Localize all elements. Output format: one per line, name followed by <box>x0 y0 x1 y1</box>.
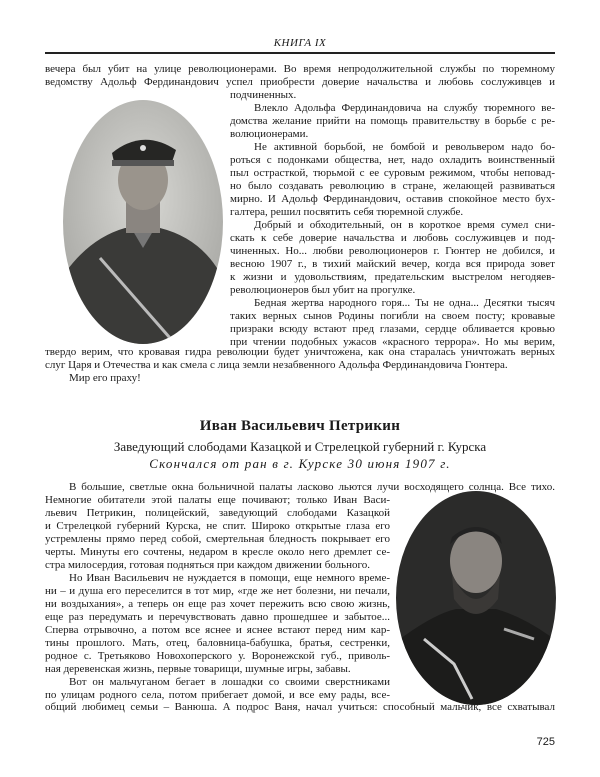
text-block-opening <box>45 481 555 494</box>
text-line: Но Иван Васильевич не нуждается в помощи, еще немного време- <box>69 572 390 584</box>
text-line: льевич Петрикин, полицейский, заведующий слободами Казацкой <box>45 507 390 519</box>
text-line: роться с подонками общества, нет, надо охладить воинственный <box>230 154 555 166</box>
page-number: 725 <box>536 736 555 748</box>
text-line: к жизни и удовольствиям, предательским выстрелом негодяев- <box>230 271 555 283</box>
text-line: общий любимец семьи – Ванюша. А подрос Ваня, начал учиться: способный мальчик, все схватывал <box>45 701 555 713</box>
text-line: волюционерами. <box>230 128 309 140</box>
text-line: Бедная жертва народного горя... Ты не одна... Десятки тысяч <box>254 297 555 309</box>
text-block-closing <box>45 346 555 385</box>
text-line: и Стрелецкой губерний Курска, не спит. Широко открытые глаза его <box>45 520 390 532</box>
text-line: устремлены прямо перед собой, смертельная бледность покрывает его <box>45 533 390 545</box>
text-line: по улицам родного села, потом прибегает домой, и все ему рады, все- <box>45 689 390 701</box>
portrait-photo-gunter <box>60 98 226 348</box>
text-line: В большие, светлые окна больничной палаты ласково льются лучи восходящего солнца. Все тихо. <box>69 481 555 493</box>
text-line: пыл острасткой, тюрьмой с ее суровым режимом, чтобы неповад- <box>230 167 555 179</box>
text-line: весною 1907 г., в тихий майский вечер, когда вся природа зовет <box>230 258 555 270</box>
text-line: Влекло Адольфа Фердинандовича на службу тюремного ве- <box>254 102 555 114</box>
text-line: при чтении подобных ужасов «красного террора». Но мы верим, <box>230 336 555 348</box>
text-line: подчиненных. <box>230 89 297 101</box>
text-line: вечера был убит на улице революционерами. Во время непродолжительной службы по тюремному <box>45 63 555 75</box>
text-line: галтера, решил посвятить себя тюремной службе. <box>230 206 464 218</box>
text-line: Вот он мальчуганом бегает в лошадки со своими сверстниками <box>69 676 390 688</box>
text-line: чиненных. Но... любви революционеров г. Гюнтер не добился, и <box>230 245 555 257</box>
text-block-continuation <box>45 63 555 89</box>
text-line: Сперва отрывочно, а потом все яснее и яснее встают перед ним кар- <box>45 624 390 636</box>
text-line: Добрый и обходительный, он в короткое время сумел сни- <box>254 219 555 231</box>
text-line: скать к себе доверие начальства и любовь сослуживцев и под- <box>230 232 555 244</box>
text-line: твердо верим, что кровавая гидра революции будет уничтожена, как она старалась уничтожать верных <box>45 346 555 358</box>
text-line: домства желание прийти на помощь правительству в борьбе с ре- <box>230 115 555 127</box>
section-title-name: Иван Васильевич Петрикин <box>199 418 401 434</box>
text-line: родное с. Третьяково Новохоперского у. Воронежской губ., приволь- <box>45 650 390 662</box>
running-header: КНИГА IX <box>273 37 327 49</box>
text-line: ведомству Адольф Фердинандович успел приобрести доверие начальства и любовь сослуживцев и <box>45 76 555 88</box>
section-subtitle-position: Заведующий слободами Казацкой и Стрелецкой губерний г. Курска <box>113 439 487 454</box>
portrait-photo-petrikin <box>394 489 558 707</box>
text-line: ни – и душа его переселится в тот мир, «где же нет болезни, ни печали, <box>45 585 390 597</box>
text-block-beside-photo <box>230 89 555 349</box>
text-line: стра милосердия, готовая подняться при каждом движении больного. <box>45 559 371 571</box>
text-line: Немногие обитатели этой палаты еще почивают; только Иван Васи- <box>45 494 390 506</box>
text-line: слуг Царя и Отечества и как смела с лица земли незабвенного Адольфа Фердинандовича Гюнтера. <box>45 359 508 371</box>
header-rule <box>45 52 555 54</box>
text-block-beside-photo-2 <box>45 494 390 702</box>
text-line: мирно. И Адольф Фердинандович, оставив спокойное место бух- <box>230 193 555 205</box>
text-line: черты. Минуты его сочтены, недаром в кресле около него дремлет се- <box>45 546 390 558</box>
text-line: революционеров был убит на прогулке. <box>230 284 416 296</box>
text-line: тины прошлого. Мать, отец, баловница-бабушка, братья, сестренки, <box>45 637 390 649</box>
text-line: Не активной борьбой, не бомбой и револьвером надо бо- <box>254 141 555 153</box>
text-block-final <box>45 701 555 714</box>
text-line: призраки всюду встают пред глазами, сердце обливается кровью <box>230 323 555 335</box>
section-death-note: Скончался от ран в г. Курске 30 июня 1907 г. <box>149 456 451 471</box>
text-line: еще раз передумать и перечувствовать давно прошедшее и забытое... <box>45 611 390 623</box>
text-line: Мир его праху! <box>69 372 141 384</box>
text-line: ная деревенская жизнь, первые товарищи, шумные игры, забавы. <box>45 663 351 675</box>
text-line: таких верных сынов Родины погибли на своем посту; кровавые <box>230 310 555 322</box>
text-line: но было создавать революцию в стране, желающей развиваться <box>230 180 555 192</box>
text-line: ни воздыхания», а теперь он еще раз хочет пережить всю свою жизнь, <box>45 598 390 610</box>
